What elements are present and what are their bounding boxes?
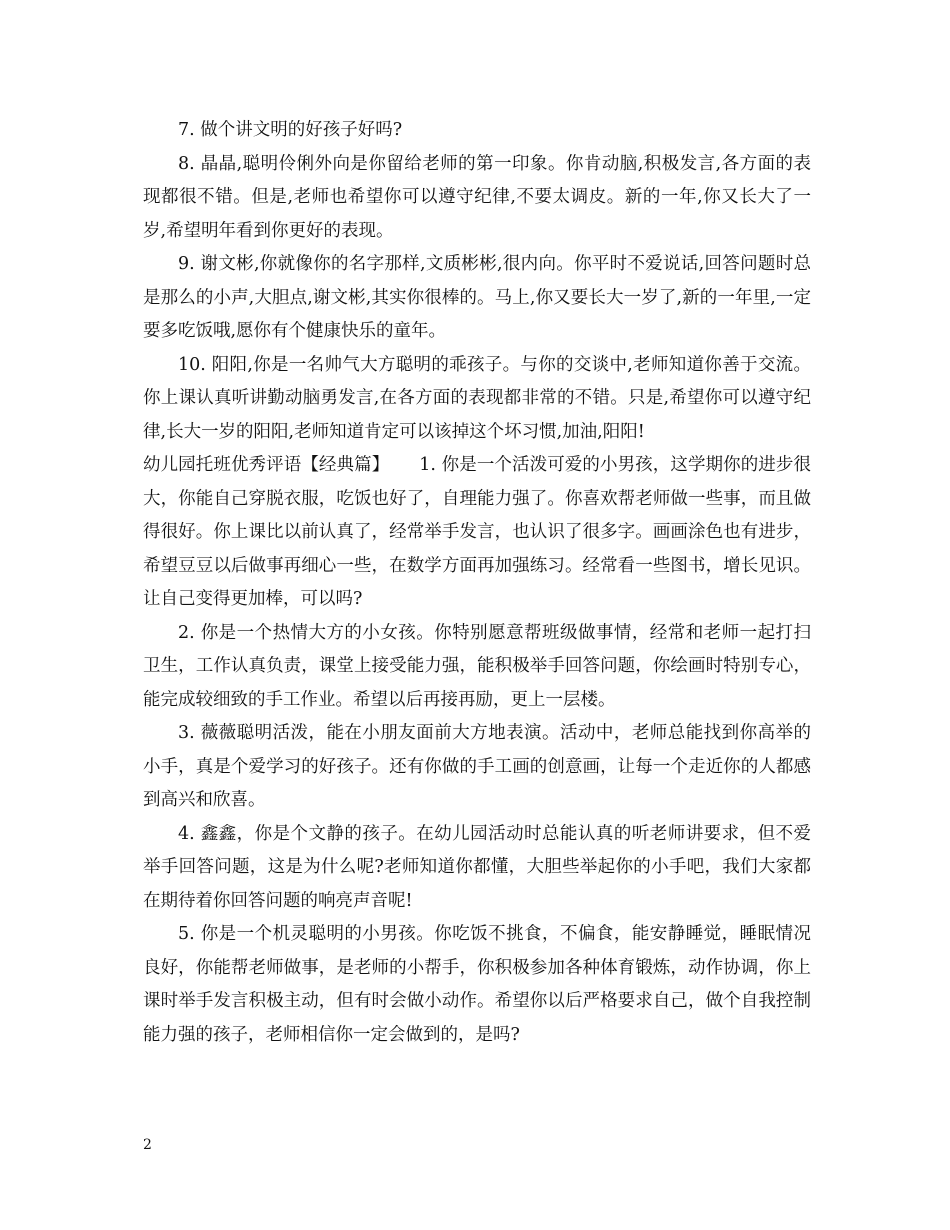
- paragraph-9: 9. 谢文彬,你就像你的名字那样,文质彬彬,很内向。你平时不爱说话,回答问题时总是那么的小声,大胆点,谢文彬,其实你很棒的。马上,你又要长大一岁了,新的一年里,一定要多吃饭哦,愿你有个健康快乐的童年。: [143, 254, 811, 341]
- item-5: 5. 你是一个机灵聪明的小男孩。你吃饭不挑食，不偏食，能安静睡觉，睡眠情况良好，你能帮老师做事，是老师的小帮手，你积极参加各种体育锻炼，动作协调，你上课时举手发言积极主动，但有时会做小动作。希望你以后严格要求自己，做个自我控制能力强的孩子，老师相信你一定会做到的，是吗?: [143, 924, 811, 1045]
- page-number: 2: [143, 1137, 152, 1153]
- item-2: 2. 你是一个热情大方的小女孩。你特别愿意帮班级做事情，经常和老师一起打扫卫生，工作认真负责，课堂上接受能力强，能积极举手回答问题，你绘画时特别专心，能完成较细致的手工作业。希望以后再接再励，更上一层楼。: [143, 622, 811, 710]
- section-heading: 幼儿园托班优秀评语【经典篇】: [143, 455, 390, 475]
- section-item-1: 1. 你是一个活泼可爱的小男孩，这学期你的进步很大，你能自己穿脱衣服，吃饭也好了，自理能力强了。你喜欢帮老师做一些事，而且做得很好。你上课比以前认真了，经常举手发言，也认识了很多字。画画涂色也有进步，希望豆豆以后做事再细心一些，在数学方面再加强练习。经常看一些图书，增长见识。让自己变得更加棒，可以吗?: [143, 455, 811, 609]
- paragraph-10: 10. 阳阳,你是一名帅气大方聪明的乖孩子。与你的交谈中,老师知道你善于交流。你上课认真听讲勤动脑勇发言,在各方面的表现都非常的不错。只是,希望你可以遵守纪律,长大一岁的阳阳,老师知道肯定可以该掉这个坏习惯,加油,阳阳!: [143, 354, 811, 442]
- item-4: 4. 鑫鑫，你是个文静的孩子。在幼儿园活动时总能认真的听老师讲要求，但不爱举手回答问题，这是为什么呢?老师知道你都懂，大胆些举起你的小手吧，我们大家都在期待着你回答问题的响亮声音呢!: [143, 823, 811, 911]
- paragraph-8: 8. 晶晶,聪明伶俐外向是你留给老师的第一印象。你肯动脑,积极发言,各方面的表现都很不错。但是,老师也希望你可以遵守纪律,不要太调皮。新的一年,你又长大了一岁,希望明年看到你更好的表现。: [143, 153, 811, 241]
- paragraph-7: 7. 做个讲文明的好孩子好吗?: [178, 120, 403, 140]
- item-3: 3. 薇薇聪明活泼，能在小朋友面前大方地表演。活动中，老师总能找到你高举的小手，真是个爱学习的好孩子。还有你做的手工画的创意画，让每一个走近你的人都感到高兴和欣喜。: [143, 723, 811, 810]
- document-body: [143, 114, 811, 1052]
- section-paragraph: [143, 449, 811, 617]
